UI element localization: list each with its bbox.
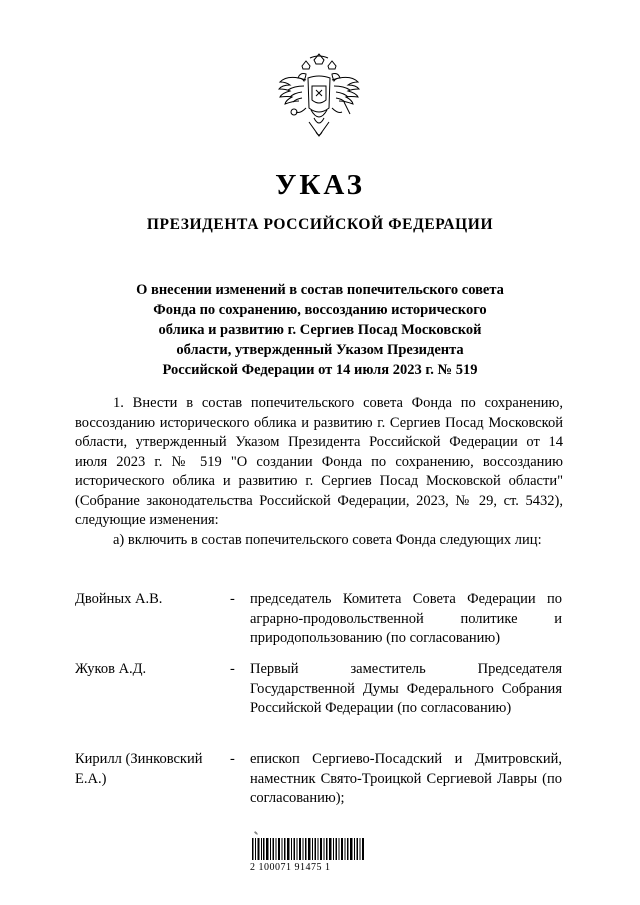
person-description: Первый заместитель Председателя Государственной Думы Федерального Собрания Российской Федерации (по согласованию): [250, 661, 562, 716]
decree-body: [75, 394, 563, 550]
heading-line: области, утвержденный Указом Президента: [176, 342, 464, 358]
person-description: епископ Сергиево-Посадский и Дмитровский, наместник Свято-Троицкой Сергиевой Лавры (по согласованию);: [250, 751, 562, 806]
decree-heading: [80, 280, 560, 380]
person-dash: -: [230, 751, 235, 767]
person-name: Двойных А.В.: [75, 591, 163, 607]
person-name: Кирилл (Зинковский Е.А.): [75, 751, 203, 787]
person-name: Жуков А.Д.: [75, 661, 147, 677]
document-subtitle: ПРЕЗИДЕНТА РОССИЙСКОЙ ФЕДЕРАЦИИ: [146, 216, 494, 233]
person-dash: -: [230, 661, 235, 677]
heading-line: облика и развитию г. Сергиев Посад Московской: [158, 322, 482, 338]
person-dash: -: [230, 591, 235, 607]
person-description: председатель Комитета Совета Федерации по аграрно-продовольственной политике и природопользованию (по согласованию): [250, 591, 562, 646]
heading-line: Фонда по сохранению, воссозданию исторического: [153, 302, 487, 318]
russian-coat-of-arms-icon: [276, 52, 362, 144]
barcode-icon: [250, 828, 366, 888]
heading-line: О внесении изменений в состав попечительского совета: [136, 282, 504, 298]
paragraph-2: а) включить в состав попечительского совета Фонда следующих лиц:: [113, 531, 542, 548]
paragraph-1: 1. Внести в состав попечительского совета Фонда по сохранению, воссозданию исторического облика и развитию г. Сергиев Посад Московской области, утвержденный Указом Президента Российской Федерации от 14 июля 2023 г. № 519 "О создании Фонда по сохранению, воссозданию исторического облика и развитию г. Сергиев Посад Московской области" (Собрание законодательства Российской Федерации, 2023, № 29, ст. 5432), следующие изменения:: [75, 395, 563, 528]
barcode-number: 2 100071 91475 1: [250, 862, 331, 873]
document-title: УКАЗ: [275, 169, 365, 201]
svg-text:✎: ✎: [254, 832, 259, 837]
heading-line: Российской Федерации от 14 июля 2023 г. № 519: [162, 362, 478, 378]
